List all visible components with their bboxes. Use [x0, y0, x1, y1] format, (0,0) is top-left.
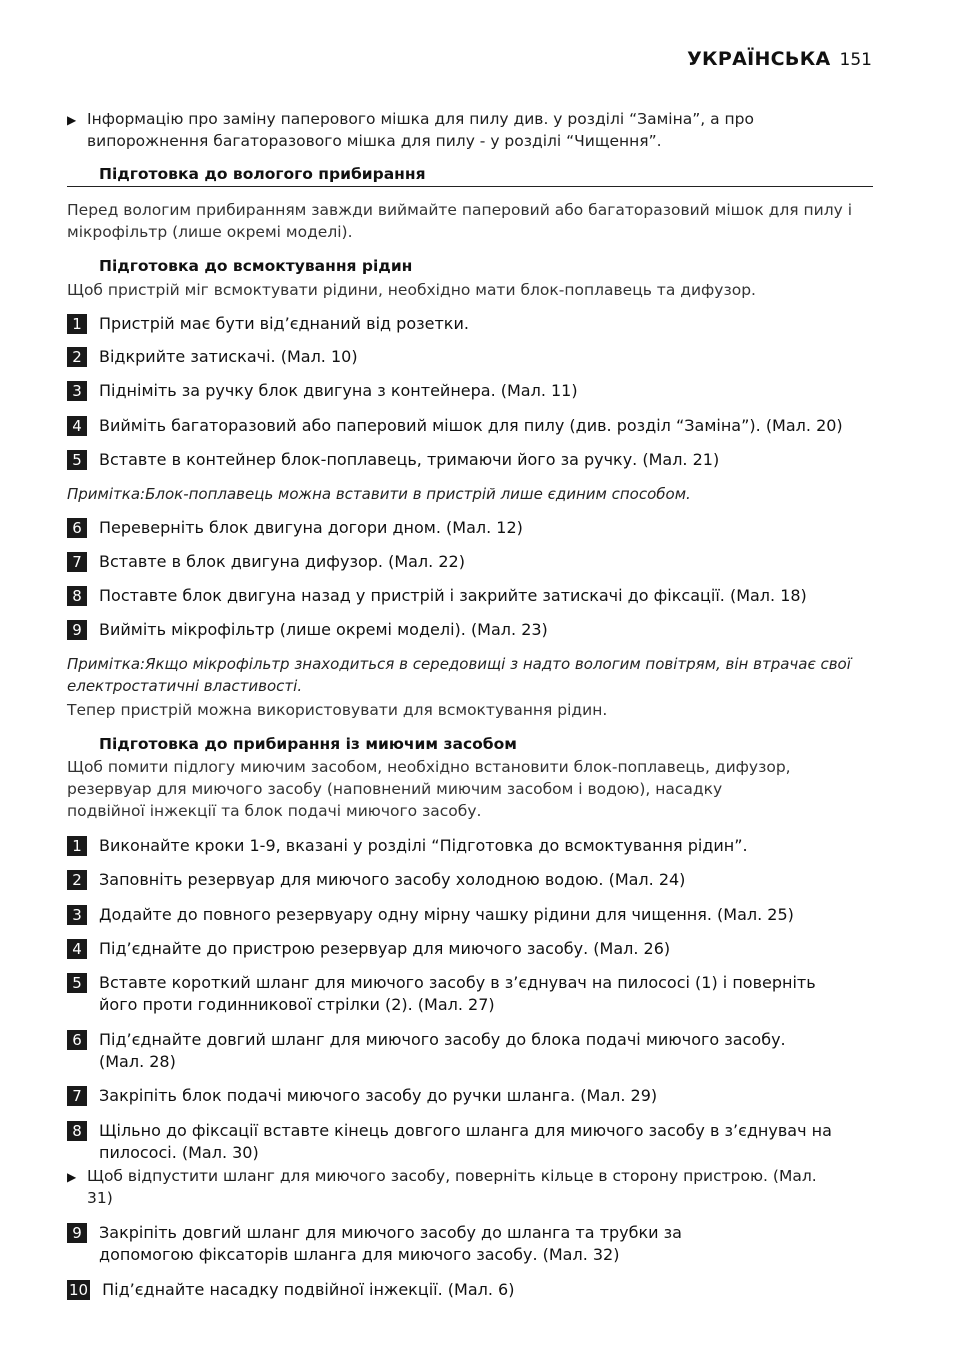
triangle-bullet-icon: ▶ [67, 113, 77, 127]
step-text: Виконайте кроки 1-9, вказані у розділі “Підготовка до всмоктування рідин”. [99, 836, 748, 855]
step [67, 551, 873, 573]
step-text: Переверніть блок двигуна догори дном. (Мал. 12) [99, 518, 523, 537]
step [67, 1279, 873, 1301]
step [67, 346, 873, 368]
release-hose-bullet [67, 1165, 827, 1209]
step-number: 8 [67, 1121, 87, 1141]
step-number: 3 [67, 905, 87, 925]
step [67, 585, 873, 607]
step [67, 449, 873, 471]
step-number: 9 [67, 1223, 87, 1243]
step-number: 3 [67, 381, 87, 401]
step-number: 5 [67, 450, 87, 470]
page-header [687, 48, 872, 70]
step-number: 2 [67, 347, 87, 367]
step-number: 1 [67, 314, 87, 334]
step-text: Вийміть мікрофільтр (лише окремі моделі). (Мал. 23) [99, 620, 548, 639]
step-number: 6 [67, 518, 87, 538]
step-text: Під’єднайте довгий шланг для миючого засобу до блока подачі миючого засобу. (Мал. 28) [99, 1030, 786, 1071]
step [67, 415, 873, 437]
step-number: 4 [67, 939, 87, 959]
step [67, 1085, 873, 1107]
note: Примітка:Якщо мікрофільтр знаходиться в середовищі з надто вологим повітрям, він втрачає свої електростатичні властивості. [67, 655, 851, 695]
step-text: Під’єднайте до пристрою резервуар для миючого засобу. (Мал. 26) [99, 939, 671, 958]
subsection-title-detergent: Підготовка до прибирання із миючим засобом [99, 735, 517, 753]
step [67, 1029, 827, 1073]
step-number: 7 [67, 552, 87, 572]
bullet-text: Щоб відпустити шланг для миючого засобу, поверніть кільце в сторону пристрою. (Мал. 31) [87, 1167, 817, 1207]
step-number: 10 [69, 1281, 89, 1299]
step [67, 869, 873, 891]
step [67, 313, 873, 335]
step [67, 1222, 707, 1266]
intro-bullet-text: Інформацію про заміну паперового мішка для пилу див. у розділі “Заміна”, а про випорожнення багаторазового мішка для пилу - у розділі “Чищення”. [87, 110, 754, 150]
step-number: 8 [67, 586, 87, 606]
triangle-bullet-icon: ▶ [67, 1170, 77, 1184]
section-title: Підготовка до вологого прибирання [99, 165, 426, 183]
step [67, 517, 873, 539]
subsection-intro-liquids: Щоб пристрій міг всмоктувати рідини, необхідно мати блок-поплавець та дифузор. [67, 281, 756, 299]
step-number: 1 [67, 836, 87, 856]
step-number: 6 [67, 1030, 87, 1050]
step-text: Заповніть резервуар для миючого засобу холодною водою. (Мал. 24) [99, 870, 686, 889]
step-text: Підніміть за ручку блок двигуна з контейнера. (Мал. 11) [99, 381, 578, 400]
step-text: Вставте в контейнер блок-поплавець, тримаючи його за ручку. (Мал. 21) [99, 450, 720, 469]
step [67, 835, 873, 857]
step [67, 1120, 857, 1164]
step [67, 380, 873, 402]
section-intro: Перед вологим прибиранням завжди виймайте паперовий або багаторазовий мішок для пилу і мікрофільтр (лише окремі моделі). [67, 201, 853, 241]
step-text: Додайте до повного резервуару одну мірну чашку рідини для чищення. (Мал. 25) [99, 905, 794, 924]
subsection-intro-detergent: Щоб помити підлогу миючим засобом, необхідно встановити блок-поплавець, дифузор, резервуар для миючого засобу (наповнений миючим засобом і водою), насадку подвійної інжекції та блок подачі миючого засобу. [67, 758, 791, 820]
step-number: 9 [67, 620, 87, 640]
intro-bullet [67, 108, 873, 152]
step-text: Поставте блок двигуна назад у пристрій і закрийте затискачі до фіксації. (Мал. 18) [99, 586, 807, 605]
step [67, 938, 873, 960]
step-number: 4 [67, 416, 87, 436]
outro-text: Тепер пристрій можна використовувати для всмоктування рідин. [67, 701, 608, 719]
step-text: Відкрийте затискачі. (Мал. 10) [99, 347, 358, 366]
step-text: Під’єднайте насадку подвійної інжекції. (Мал. 6) [102, 1280, 515, 1299]
step-number: 5 [67, 973, 87, 993]
step-text: Вийміть багаторазовий або паперовий мішок для пилу (див. розділ “Заміна”). (Мал. 20) [99, 416, 843, 435]
step [67, 972, 847, 1016]
step [67, 619, 873, 641]
subsection-title-liquids: Підготовка до всмоктування рідин [99, 257, 413, 275]
step-number: 7 [67, 1086, 87, 1106]
step [67, 904, 873, 926]
step-text: Закріпіть довгий шланг для миючого засобу до шланга та трубки за допомогою фіксаторів шланга для миючого засобу. (Мал. 32) [99, 1223, 682, 1264]
step-text: Закріпіть блок подачі миючого засобу до ручки шланга. (Мал. 29) [99, 1086, 658, 1105]
note: Примітка:Блок-поплавець можна вставити в пристрій лише єдиним способом. [67, 485, 691, 503]
section-heading-wet [67, 164, 873, 187]
language-label: УКРАЇНСЬКА [687, 48, 831, 70]
page-number: 151 [839, 50, 872, 70]
step-number: 2 [67, 870, 87, 890]
step-text: Вставте короткий шланг для миючого засобу в з’єднувач на пилососі (1) і поверніть його проти годинникової стрілки (2). (Мал. 27) [99, 973, 816, 1014]
step-text: Пристрій має бути від’єднаний від розетки. [99, 314, 469, 333]
step-text: Вставте в блок двигуна дифузор. (Мал. 22) [99, 552, 465, 571]
step-text: Щільно до фіксації вставте кінець довгого шланга для миючого засобу в з’єднувач на пилососі. (Мал. 30) [99, 1121, 832, 1162]
